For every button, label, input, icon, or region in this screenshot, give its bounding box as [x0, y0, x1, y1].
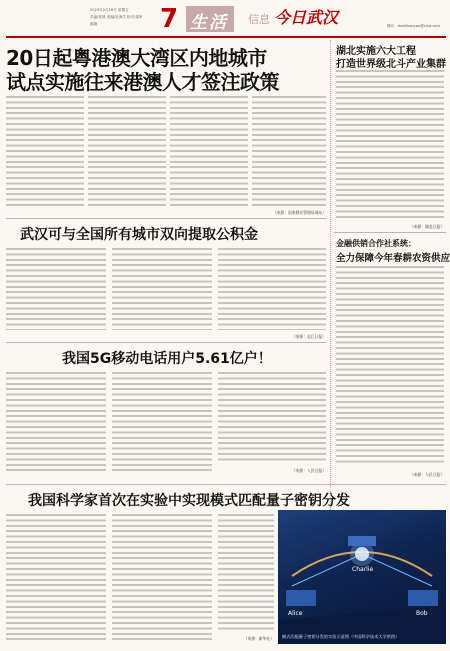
- fiveg-body-col3: [218, 372, 326, 464]
- lianxi-body: [336, 266, 444, 466]
- photo-caption: 模式匹配量子密钥分发的实验示意图（中国科学技术大学供图）: [282, 634, 400, 639]
- lianxi-source: （来源：人民日报）: [409, 472, 444, 477]
- masthead: [0, 0, 450, 40]
- fiveg-title: 我国5G移动电话用户5.61亿户！: [62, 351, 272, 367]
- quantum-body-col3: [218, 514, 274, 632]
- quantum-photo: [278, 510, 446, 644]
- masthead-rule: [6, 36, 446, 38]
- hubei-source: （来源：湖北日报）: [409, 224, 444, 229]
- lead-body-col2: [88, 96, 166, 208]
- lead-body-col1: [6, 96, 84, 208]
- wuhan-fund-source: （来源：长江日报）: [291, 334, 326, 339]
- quantum-body-col2: [112, 514, 212, 642]
- section-sub: 信息: [248, 13, 270, 26]
- lead-title-line2: 试点实施往来港澳人才签注政策: [6, 70, 279, 94]
- lead-title-line1: 20日起粤港澳大湾区内地城市: [6, 46, 267, 70]
- wuhan-fund-body-col1: [6, 248, 106, 330]
- lianxi-label: 金融供销合作社系统：: [336, 239, 416, 248]
- editor-line: 责编/张凯 美编/吴海生 校对/周军: [90, 15, 143, 19]
- date-line: 2023年2月16日 星期五: [90, 8, 129, 12]
- quantum-body-col1: [6, 514, 106, 642]
- page-number: 7: [160, 4, 179, 34]
- quantum-diagram-icon: [278, 510, 446, 644]
- fiveg-source: （来源：人民日报）: [291, 468, 326, 473]
- lead-body-col3: [170, 96, 248, 208]
- lianxi-title: 全力保障今年春耕农资供应: [336, 253, 450, 264]
- wuhan-rule: [6, 218, 326, 219]
- lead-source: （来源：国家移民管理局网站）: [272, 210, 326, 215]
- photo-label-left: Alice: [288, 610, 303, 617]
- website-line: 网站：dushikaoyan@sina.com: [386, 24, 440, 28]
- hubei-title-line2: 打造世界级北斗产业集群: [336, 59, 446, 70]
- fiveg-rule: [6, 342, 326, 343]
- section-title: 生活: [190, 13, 228, 33]
- photo-label-right: Bob: [416, 610, 428, 617]
- newspaper-logo: 今日武汉: [274, 8, 339, 27]
- photo-label-center: Charlie: [352, 566, 374, 573]
- email-line: 邮箱：: [90, 22, 101, 26]
- lead-body-col4: [252, 96, 326, 208]
- hubei-body: [336, 70, 444, 220]
- hubei-rule: [334, 232, 446, 233]
- quantum-rule: [6, 484, 446, 485]
- hubei-title-line1: 湖北实施六大工程: [336, 46, 416, 57]
- fiveg-body-col1: [6, 372, 106, 472]
- wuhan-fund-title: 武汉可与全国所有城市双向提取公积金: [20, 227, 258, 243]
- fiveg-body-col2: [112, 372, 212, 472]
- quantum-source: （来源：新华社）: [243, 636, 274, 641]
- wuhan-fund-body-col3: [218, 248, 326, 330]
- quantum-title: 我国科学家首次在实验中实现模式匹配量子密钥分发: [28, 493, 350, 509]
- wuhan-fund-body-col2: [112, 248, 212, 330]
